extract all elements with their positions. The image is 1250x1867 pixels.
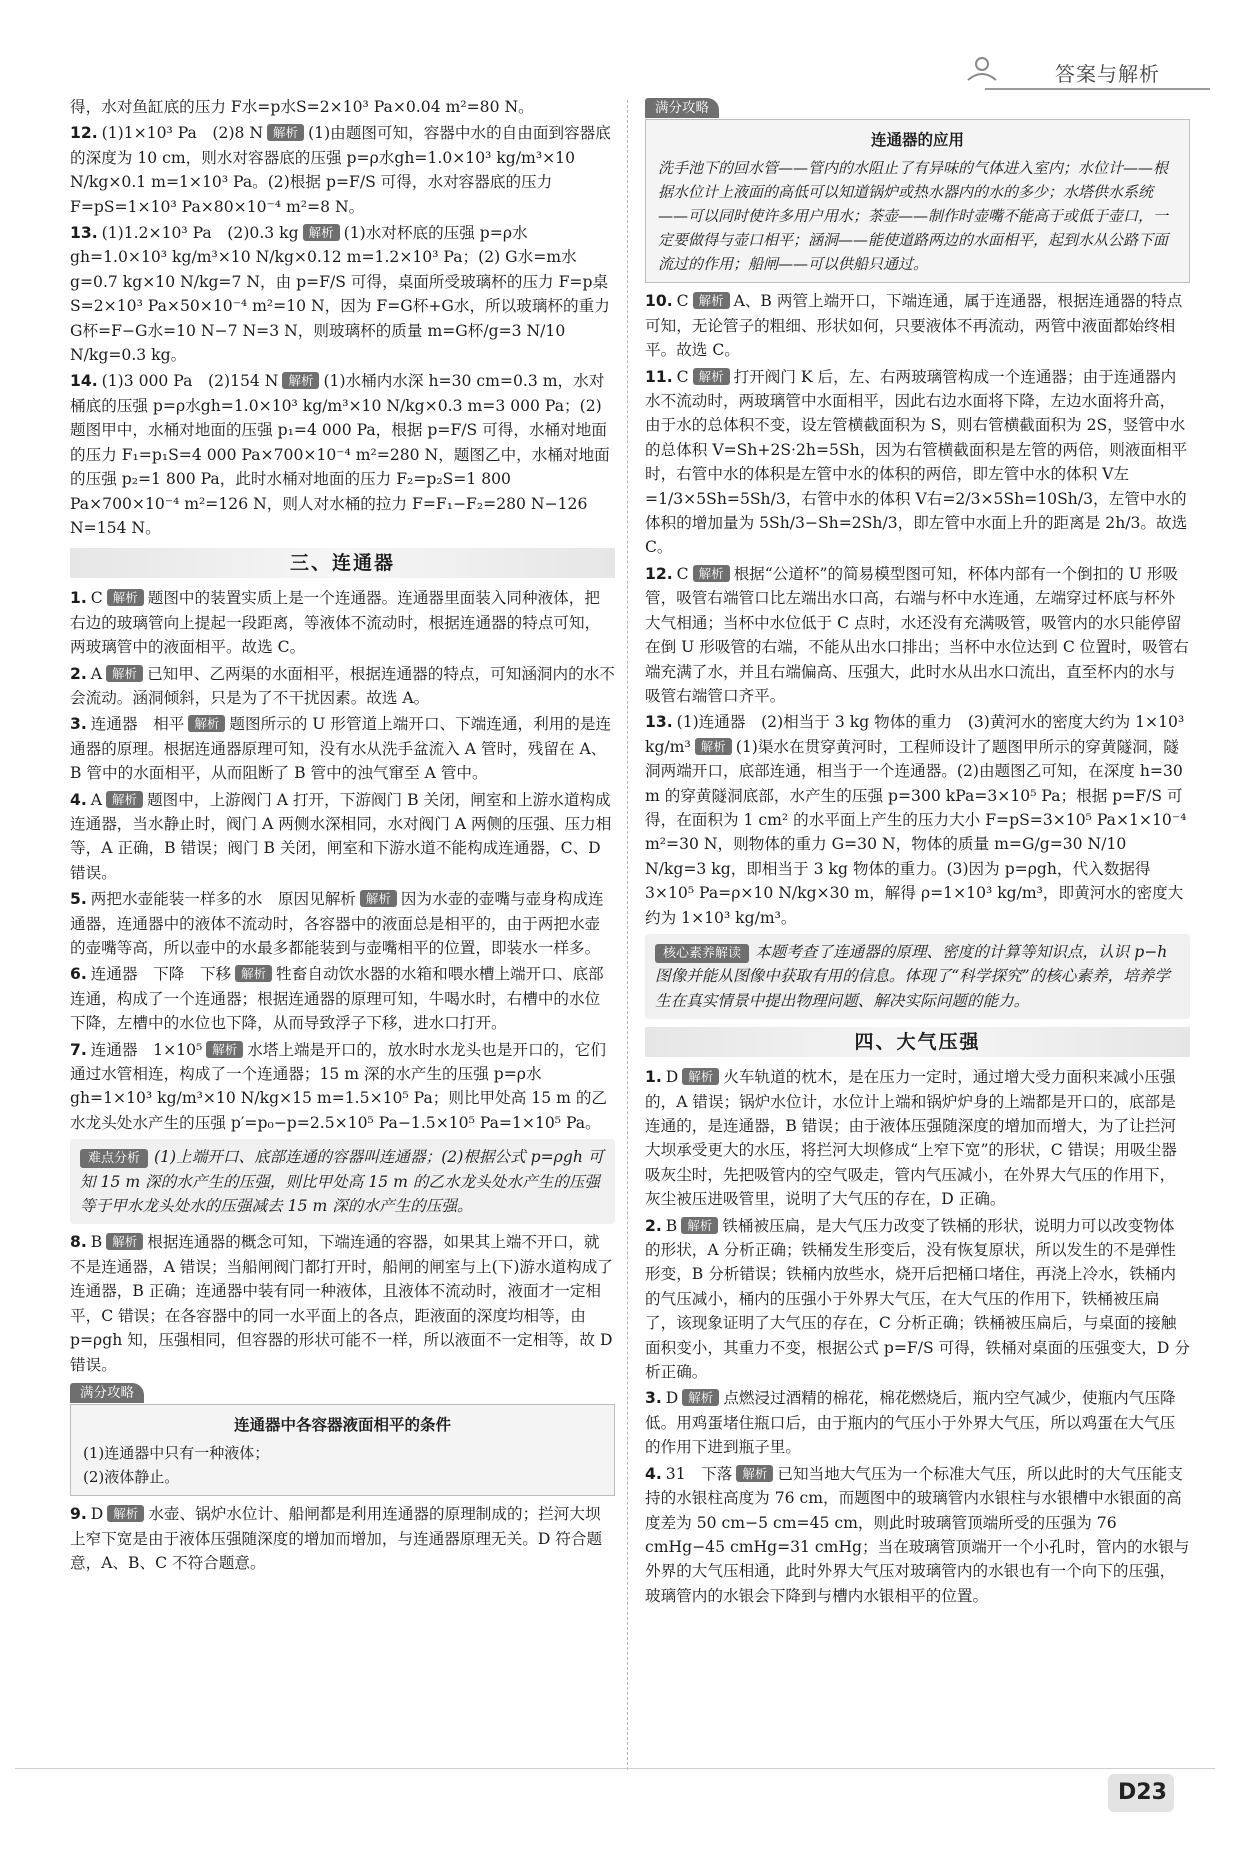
- jiexi-tag: 解析: [106, 1233, 143, 1250]
- manfen-line-1: (1)连通器中只有一种液体；: [83, 1444, 270, 1463]
- jiexi-tag: 解析: [188, 715, 225, 732]
- jiexi-tag: 解析: [682, 1389, 719, 1406]
- answer-r10: 10. C 解析 A、B 两管上端开口，下端连通，属于连通器，根据连通器的特点可知，无论管子的粗细、形状如何，只要液体不再流动，两管中液面都始终相平。故选 C。: [645, 292, 1183, 360]
- answer-13: 13. (1)1.2×10³ Pa (2)0.3 kg 解析 (1)水对杯底的压强 p=ρ水gh=1.0×10³ kg/m³×10 N/kg×0.12 m=1.2×10³ Pa；(2) G水=m水g=0.7 kg×10 N/kg=7 N，由 p=F/S 可得，桌面所受玻璃杯的压力 F=p桌S=2×10³ Pa×50×10⁻⁴ m²=10 N，因为 F=G杯+G水，所以玻璃杯的重力 G杯=F−G水=10 N−7 N=3 N，则玻璃杯的质量 m=G杯/g=3 N/10 N/kg=0.3 kg。: [70, 224, 610, 365]
- left-column: [70, 95, 615, 1578]
- answer-s3: 3. 连通器 相平 解析 题图所示的 U 形管道上端开口、下端连通，利用的是连通器的原理。根据连通器原理可知，没有水从洗手盆流入 A 管时，残留在 A、B 管中的水面相平，从而阻断了 B 管中的浊气窜至 A 管中。: [70, 715, 612, 783]
- manfen-text: 洗手池下的回水管——管内的水阻止了有异味的气体进入室内；水位计——根据水位计上液面的高低可以知道锅炉或热水器内的水的多少；水塔供水系统——可以同时使许多用户用水；茶壶——制作时壶嘴不能高于或低于壶口，一定要做得与壶口相平；涵洞——能使道路两边的水面相平，起到水从公路下面流过的作用；船闸——可以供船只通过。: [658, 159, 1169, 274]
- hexin-label: 核心素养解读: [655, 944, 749, 963]
- answer-14-explain: (1)水桶内水深 h=30 cm=0.3 m，水对桶底的压强 p=ρ水gh=1.0×10³ kg/m³×10 N/kg×0.3 m=3 000 Pa；(2)题图甲中，水桶对地面的压强 p₁=4 000 Pa，根据 p=F/S 可得，水桶对地面的压力 F₁=p₁S=4 000 Pa×700×10⁻⁴ m²=280 N，题图乙中，水桶对地面的压强 p₂=1 800 Pa，此时水桶对地面的压力 F₂=p₂S=1 800 Pa×700×10⁻⁴ m²=126 N，则人对水桶的拉力 F=F₁−F₂=280 N−126 N=154 N。: [70, 372, 610, 537]
- hexin-box: [645, 934, 1190, 1019]
- manfen-line-2: (2)液体静止。: [83, 1468, 180, 1487]
- manfen-box-application: [645, 119, 1190, 283]
- jiexi-tag: 解析: [682, 1068, 719, 1085]
- nandian-label: 难点分析: [80, 1149, 148, 1168]
- jiexi-tag: 解析: [695, 738, 732, 755]
- manfen-title: 连通器中各容器液面相平的条件: [233, 1415, 451, 1435]
- answer-s8: 8. B 解析 根据连通器的概念可知，下端连通的容器，如果其上端不开口，就不是连通器，A 错误；当船闸阀门都打开时，船闸的闸室与上(下)游水道构成了连通器，B 正确；连通器中装有同一种液体，且液体不流动时，液面才一定相平，C 错误；在各容器中的同一水平面上的各点，距液面的深度均相等，由 p=ρgh 知，压强相同，但容器的形状可能不一样，所以液面不一定相等，故 D 错误。: [70, 1233, 613, 1374]
- answer-s2: 2. A 解析 已知甲、乙两渠的水面相平，根据连通器的特点，可知涵洞内的水不会流动。涵洞倾斜，只是为了不干扰因素。故选 A。: [70, 664, 615, 707]
- manfen-box: [70, 1404, 615, 1496]
- answer-r12: 12. C 解析 根据“公道杯”的简易模型图可知，杯体内部有一个倒扣的 U 形吸管，吸管右端管口比左端出水口高，右端与杯中水连通，左端穿过杯底与杯外大气相通；当杯中水位低于 C 点时，水还没有充满吸管，吸管内的水只能停留在倒 U 形吸管的右端，不能从出水口排出；当杯中水位达到 C 位置时，吸管右端充满了水，并且右端偏高、压强大，此时水从出水口流出，直至杯内的水与吸管右端管口齐平。: [645, 564, 1189, 705]
- answer-14-key: (1)3 000 Pa (2)154 N: [101, 372, 279, 391]
- jiexi-tag: 解析: [693, 292, 730, 309]
- jiexi-tag: 解析: [303, 224, 340, 241]
- answer-s4: 4. A 解析 题图中，上游阀门 A 打开，下游阀门 B 关闭，闸室和上游水道构成连通器，当水静止时，阀门 A 两侧水深相同，水对阀门 A 两侧的压强、压力相等，A 正确，B 错误；阀门 B 关闭，闸室和下游水道不能构成连通器，C、D 错误。: [70, 790, 612, 882]
- jiexi-tag: 解析: [267, 124, 304, 141]
- nandian-text: (1)上端开口、底部连通的容器叫连通器；(2)根据公式 p=ρgh 可知 15 m 深的水产生的压强，则比甲处高 15 m 的乙水龙头处水产生的压强等于甲水龙头处水的压强减去 15 m 深的水产生的压强。: [80, 1148, 604, 1216]
- jiexi-tag: 解析: [693, 565, 730, 582]
- answer-t3: 3. D 解析 点燃浸过酒精的棉花，棉花燃烧后，瓶内空气减少，使瓶内气压降低。用鸡蛋堵住瓶口后，由于瓶内的气压小于外界大气压，所以鸡蛋在大气压的作用下进到瓶子里。: [645, 1389, 1176, 1457]
- answer-14: 14. (1)3 000 Pa (2)154 N 解析 (1)水桶内水深 h=30 cm=0.3 m，水对桶底的压强 p=ρ水gh=1.0×10³ kg/m³×10 N/kg×0.3 m=3 000 Pa；(2)题图甲中，水桶对地面的压强 p₁=4 000 Pa，根据 p=F/S 可得，水桶对地面的压力 F₁=p₁S=4 000 Pa×700×10⁻⁴ m²=280 N，题图乙中，水桶对地面的压强 p₂=1 800 Pa，此时水桶对地面的压力 F₂=p₂S=1 800 Pa×700×10⁻⁴ m²=126 N，则人对水桶的拉力 F=F₁−F₂=280 N−126 N=154 N。: [70, 372, 610, 537]
- hexin-text: 本题考查了连通器的原理、密度的计算等知识点，认识 p−h 图像并能从图像中获取有用的信息。体现了“科学探究”的核心素养，培养学生在真实情景中提出物理问题、解决实际问题的能力。: [655, 942, 1170, 1010]
- jiexi-tag: 解析: [107, 589, 144, 606]
- column-divider: [627, 100, 628, 1770]
- jiexi-tag: 解析: [206, 1041, 243, 1058]
- answer-12-explain: (1)由题图可知，容器中水的自由面到容器底的深度为 10 cm，则水对容器底的压强 p=ρ水gh=1.0×10³ kg/m³×10 N/kg×0.1 m=1×10³ Pa。(2)根据 p=F/S 可得，水对容器底的压力 F=pS=1×10³ Pa×80×10⁻⁴ m²=8 N。: [70, 124, 611, 216]
- answer-13-explain: (1)水对杯底的压强 p=ρ水gh=1.0×10³ kg/m³×10 N/kg×0.12 m=1.2×10³ Pa；(2) G水=m水g=0.7 kg×10 N/kg=7 N，由 p=F/S 可得，桌面所受玻璃杯的压力 F=p桌S=2×10³ Pa×50×10⁻⁴ m²=10 N，因为 F=G杯+G水，所以玻璃杯的重力 G杯=F−G水=10 N−7 N=3 N，则玻璃杯的质量 m=G杯/g=3 N/10 N/kg=0.3 kg。: [70, 224, 610, 365]
- jiexi-tag: 解析: [107, 1505, 144, 1522]
- manfen-label: 满分攻略: [70, 1383, 144, 1403]
- continued-paragraph: 得，水对鱼缸底的压力 F水=p水S=2×10³ Pa×0.04 m²=80 N。: [70, 98, 534, 116]
- jiexi-tag: 解析: [736, 1465, 773, 1482]
- answer-s5: 5. 两把水壶能装一样多的水 原因见解析 解析 因为水壶的壶嘴与壶身构成连通器，连通器中的液体不流动时，各容器中的液面总是相平的，由于两把水壶的壶嘴等高，所以壶中的水最多都能装到与壶嘴相平的位置，即装水一样多。: [70, 890, 604, 957]
- answer-s7: 7. 连通器 1×10⁵ 解析 水塔上端是开口的，放水时水龙头也是开口的，它们通过水管相连，构成了一个连通器；15 m 深的水产生的压强 p=ρ水gh=1×10³ kg/m³×10 N/kg×15 m=1.5×10⁵ Pa；则比甲处高 15 m 的乙水龙头处水产生的压强 p′=p₀−p=2.5×10⁵ Pa−1.5×10⁵ Pa=1×10⁵ Pa。: [70, 1040, 608, 1132]
- answer-t1: 1. D 解析 火车轨道的枕木，是在压力一定时，通过增大受力面积来减小压强的，A 错误；锅炉水位计，水位计上端和锅炉炉身的上端都是开口的，底部是连通的，是连通器，B 错误；由于液体压强随深度的增加而增大，为了让拦河大坝承受更大的水压，将拦河大坝修成“上窄下宽”的形状，C 错误；用吸尘器吸灰尘时，先把吸管内的空气吸走，管内气压减小，在外界大气压的作用下，灰尘被压进吸管里，说明了大气压的存在，D 正确。: [645, 1068, 1177, 1209]
- header-underline: [985, 88, 1210, 90]
- jiexi-tag: 解析: [106, 791, 143, 808]
- right-column: [645, 95, 1190, 1610]
- answer-s9: 9. D 解析 水壶、锅炉水位计、船闸都是利用连通器的原理制成的；拦河大坝上窄下宽是由于液体压强随深度的增加而增加，与连通器原理无关。D 符合题意，A、B、C 不符合题意。: [70, 1505, 603, 1573]
- answer-12-key: (1)1×10³ Pa (2)8 N: [101, 124, 264, 143]
- answer-12: 12. (1)1×10³ Pa (2)8 N 解析 (1)由题图可知，容器中水的自由面到容器底的深度为 10 cm，则水对容器底的压强 p=ρ水gh=1.0×10³ kg/m³×10 N/kg×0.1 m=1×10³ Pa。(2)根据 p=F/S 可得，水对容器底的压力 F=pS=1×10³ Pa×80×10⁻⁴ m²=8 N。: [70, 124, 611, 216]
- answer-s6: 6. 连通器 下降 下移 解析 牲畜自动饮水器的水箱和喂水槽上端开口、底部连通，构成了一个连通器；根据连通器的原理可知，牛喝水时，右槽中的水位下降，左槽中的水位也下降，从而导致浮子下移，进水口打开。: [70, 965, 604, 1033]
- jiexi-tag: 解析: [235, 965, 272, 982]
- jiexi-tag: 解析: [681, 1217, 718, 1234]
- jiexi-tag: 解析: [106, 665, 143, 682]
- answer-s1: 1. C 解析 题图中的装置实质上是一个连通器。连通器里面装入同种液体，把右边的玻璃管向上提起一段距离，等液体不流动时，根据连通器的特点可知，两玻璃管中的液面相平。故选 C。: [70, 589, 601, 657]
- page-number: D23: [1118, 1780, 1167, 1805]
- footer-rule: [15, 1768, 1215, 1769]
- section-title-4: 四、大气压强: [645, 1027, 1190, 1057]
- answer-r13: 13. (1)连通器 (2)相当于 3 kg 物体的重力 (3)黄河水的密度大约为 1×10³ kg/m³ 解析 (1)渠水在贯穿黄河时，工程师设计了题图甲所示的穿黄隧洞，隧洞两端开口，底部连通，相当于一个连通器。(2)由题图乙可知，在深度 h=30 m 的穿黄隧洞底部，水产生的压强 p=300 kPa=3×10⁵ Pa；根据 p=F/S 可得，在面积为 1 cm² 的水平面上产生的压力大小 F=pS=3×10⁵ Pa×1×10⁻⁴ m²=30 N，则物体的重力 G=30 N，物体的质量 m=G/g=30 N/10 N/kg=3 kg，即相当于 3 kg 物体的重力。(3)因为 p=ρgh，代入数据得 3×10⁵ Pa=ρ×10 N/kg×30 m，解得 ρ=1×10³ kg/m³，即黄河水的密度大约为 1×10³ kg/m³。: [645, 713, 1187, 927]
- book-reader-icon: [962, 54, 1002, 86]
- answer-t2: 2. B 解析 铁桶被压扁，是大气压力改变了铁桶的形状，说明力可以改变物体的形状，A 分析正确；铁桶发生形变后，没有恢复原状，所以发生的不是弹性形变，B 分析错误；铁桶内放些水，烧开后把桶口堵住，再浇上冷水，铁桶内的气压减小，桶内的压强小于外界大气压，在大气压的作用下，铁桶被压扁了，该现象证明了大气压的存在，C 分析正确；铁桶被压扁后，与桌面的接触面积变小，其重力不变，根据公式 p=F/S 可得，铁桶对桌面的压强变大，D 分析正确。: [645, 1216, 1190, 1382]
- jiexi-tag: 解析: [282, 372, 319, 389]
- answer-r11: 11. C 解析 打开阀门 K 后，左、右两玻璃管构成一个连通器；由于连通器内水不流动时，两玻璃管中水面相平，因此右边水面将下降，左边水面将升高，由于水的总体积不变，设左管横截面积为 S，则右管横截面积为 2S，竖管中水的总体积 V=Sh+2S·2h=5Sh，因为右管横截面积是左管的两倍，则液面相平时，右管中水的体积是左管中水的体积的两倍，即左管中水的体积 V左=1/3×5Sh=5Sh/3，右管中水的体积 V右=2/3×5Sh=10Sh/3，左管中水的体积的增加量为 5Sh/3−Sh=2Sh/3，即左管中水面上升的距离是 2h/3。故选 C。: [645, 367, 1188, 557]
- nandian-box: [70, 1139, 615, 1224]
- header-label: 答案与解析: [1055, 62, 1160, 86]
- manfen-label: 满分攻略: [645, 98, 719, 118]
- jiexi-tag: 解析: [693, 368, 730, 385]
- jiexi-tag: 解析: [360, 890, 397, 907]
- manfen-title: 连通器的应用: [870, 130, 964, 150]
- answer-13-key: (1)1.2×10³ Pa (2)0.3 kg: [101, 224, 299, 243]
- answer-t4: 4. 31 下落 解析 已知当地大气压为一个标准大气压，所以此时的大气压能支持的水银柱高度为 76 cm，而题图中的玻璃管内水银柱与水银槽中水银面的高度差为 50 cm−5 cm=45 cm，则此时玻璃管顶端所受的压强为 76 cmHg−45 cmHg=31 cmHg；当在玻璃管顶端开一个小孔时，管内的水银与外界的大气压相通，此时外界大气压对玻璃管内的水银也有一个向下的压强，玻璃管内的水银会下降到与槽内水银相平的位置。: [645, 1464, 1190, 1605]
- section-title-3: 三、连通器: [70, 548, 615, 578]
